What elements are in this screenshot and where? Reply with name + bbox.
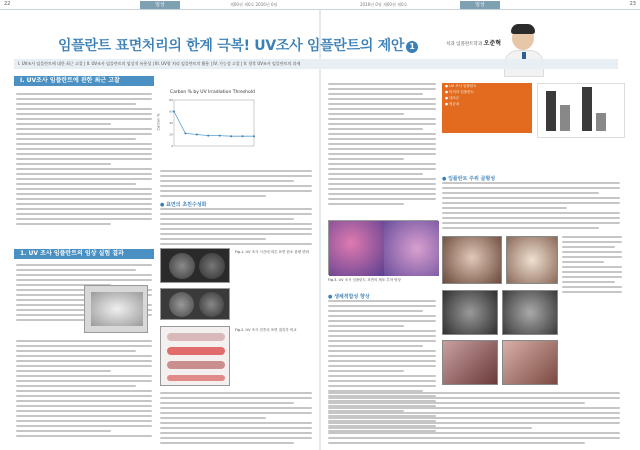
body-text-block-5 [16,340,152,440]
legend-row-1: ● UV 조사 임플란트 [445,84,477,88]
implant-comparison-image [160,326,230,386]
bar-2 [560,105,570,131]
carbon-point-2 [196,134,198,136]
carbon-point-5 [230,135,232,137]
implant-disc-2 [199,253,225,279]
legend-row-3: ● 대조군 [445,96,460,100]
implant-xray-1 [442,290,498,335]
category-tag-left: 임상 [140,1,180,9]
figure-caption-2: Fig.2. UV 조사 전후의 표면 접촉각 비교 [235,328,297,332]
subtitle-1: ● 표면의 초친수성화 [160,202,207,208]
bar-chart-figure [537,83,625,138]
implant-rod-1 [167,333,225,341]
page-header [0,0,640,10]
issue-info-right: 2016년 0월 제00권 제0호 [360,2,408,7]
carbon-line-chart [156,90,260,160]
y-tick-label-4: 80 [169,98,173,102]
tissue-image-1 [442,340,498,385]
chart-plot-area [164,96,258,154]
chart-legend-box [442,83,532,133]
table-of-contents: I. UV조사 임플란트에 대한 최근 고찰 | II. UV조사 임플란트의 임상적 유용성 | III. UV광 처리 임플란트의 활용 | IV. 가능성 고찰 | V. 향후 UV조사 임플란트의 과제 [14,59,618,69]
author-name: 오준혁 [483,40,502,47]
figure-caption-1: Fig.1. UV 조사 시간에 따른 표면 탄소 함량 변화 [235,250,309,254]
page-number-right: 23 [629,1,636,7]
bone-micro-image [84,285,148,333]
chart-frame [174,100,254,146]
author-affiliation: 치과 임플란트학과 [446,42,483,47]
cell-stain-image-top [328,220,438,275]
bar-3 [582,87,592,131]
section-heading-1: I. UV조사 임플란트에 관한 최근 고찰 [14,76,154,86]
body-text-block-1 [16,93,152,228]
legend-row-2: ● 미처리 임플란트 [445,90,474,94]
subtitle-2: ● 생체적합성 향상 [328,294,370,300]
y-tick-label-3: 60 [169,109,173,114]
category-tag-right: 임상 [460,1,500,9]
body-text-block-9 [562,236,622,296]
subtitle-3: ● 임플란트 주위 골형성 [442,176,496,182]
section-heading-2: 1. UV 조사 임플란트의 임상 실험 결과 [14,249,154,259]
author-byline [446,38,501,47]
body-text-block-2 [160,170,312,200]
disc-image-top [160,248,230,283]
y-tick-label-0: 0 [171,144,173,148]
histology-image-1 [442,236,502,284]
implant-xray-2 [502,290,558,335]
page-number-left: 22 [4,1,11,7]
issue-info-left: 제00권 제0호 2016년 0월 [230,2,278,7]
implant-disc-3 [169,292,194,317]
y-tick-label-2: 40 [169,121,173,125]
implant-rod-2 [167,347,225,355]
implant-disc-1 [169,253,195,279]
carbon-point-1 [184,132,186,134]
article-title-text: 임플란트 표면처리의 한계 극복! UV조사 임플란트의 제안 [58,38,405,54]
chart-title: Carbon % by UV Irradiation Threshold [170,90,255,95]
legend-row-4: ● 평균치 [445,102,460,106]
y-tick-label-1: 20 [169,132,173,137]
implant-disc-4 [199,292,224,317]
body-text-block-8 [442,182,620,232]
histology-image-2 [506,236,558,284]
chart-y-axis-label: Carbon % [156,113,161,131]
bone-micro-detail [91,292,143,326]
page-gutter [319,10,321,450]
carbon-point-3 [207,135,209,137]
author-photo-hair [511,24,535,34]
bar-1 [546,91,556,131]
bar-4 [596,113,606,131]
implant-rod-4 [167,375,225,381]
body-text-block-11 [160,392,312,447]
carbon-point-7 [253,135,255,137]
body-text-block-3 [160,208,312,248]
figure-caption-3: Fig.3. UV 조사 임플란트 표면의 세포 부착 양상 [328,278,401,282]
disc-image-middle [160,288,230,320]
carbon-series-line [174,112,254,137]
carbon-point-4 [219,135,221,137]
body-text-block-10 [328,392,620,447]
stain-panel-1 [329,221,384,276]
carbon-point-0 [173,111,175,113]
series-number-badge: 1 [406,41,418,53]
article-title [58,35,418,55]
stain-panel-2 [384,221,439,276]
carbon-point-6 [242,135,244,137]
implant-rod-3 [167,361,225,369]
tissue-image-2 [502,340,558,385]
body-text-block-6 [328,83,436,208]
